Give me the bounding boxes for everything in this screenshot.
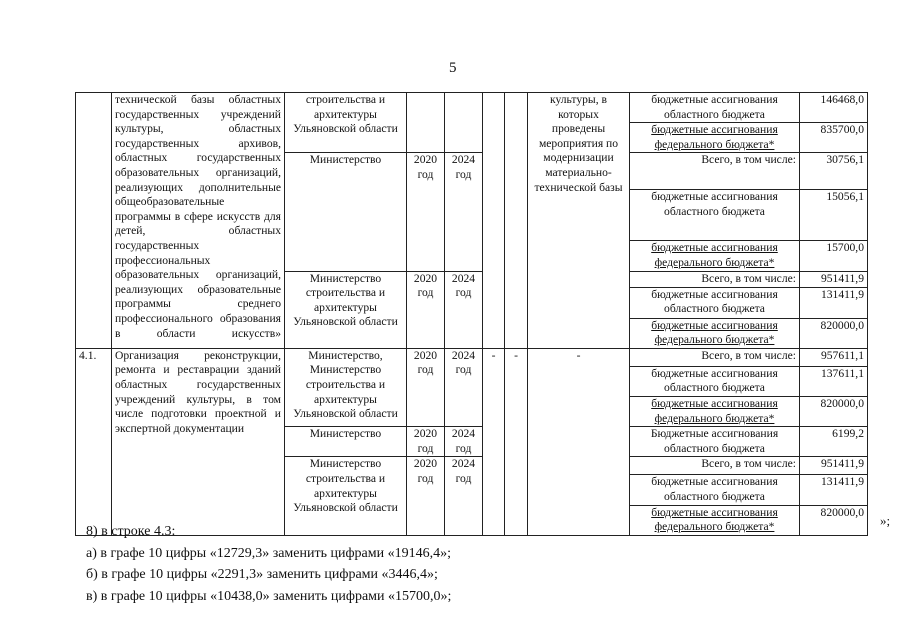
executor-cell: Министерство [285, 153, 407, 271]
start-year-cell: 2020 год [407, 271, 445, 348]
funding-source-cell: бюджетные ассигнования федерального бюджета* [630, 318, 800, 348]
executor-cell: Министерство [285, 427, 407, 457]
funding-source-cell: бюджетные ассигнования федерального бюджета* [630, 241, 800, 271]
funding-source-cell: Бюджетные ассигнования областного бюджета [630, 427, 800, 457]
funding-amount-cell: 957611,1 [800, 348, 868, 366]
funding-amount-cell: 6199,2 [800, 427, 868, 457]
funding-amount-cell: 15700,0 [800, 241, 868, 271]
indicator-cell [483, 93, 505, 349]
funding-amount-cell: 146468,0 [800, 93, 868, 123]
executor-cell: Министерство строительства и архитектуры Ульяновской области [285, 457, 407, 535]
funding-source-cell: бюджетные ассигнования областного бюджета [630, 475, 800, 505]
amendment-item: б) в графе 10 цифры «2291,3» заменить цифрами «3446,4»; [86, 567, 438, 582]
funding-amount-cell: 131411,9 [800, 475, 868, 505]
amendments-block [86, 521, 451, 607]
funding-source-cell: бюджетные ассигнования областного бюджета [630, 190, 800, 241]
result-cell: культуры, в которых проведены мероприятия по модернизации материально-технической базы [528, 93, 630, 349]
start-year-cell [407, 93, 445, 153]
end-year-cell: 2024 год [445, 457, 483, 535]
funding-amount-cell: 131411,9 [800, 287, 868, 318]
measure-name-cell: Организация реконструкции, ремонта и реставрации зданий областных государственных учреждений культуры, в том числе подготовки проектной и экспертной документации [112, 348, 285, 535]
row-number-cell [76, 93, 112, 349]
table-row [76, 93, 868, 123]
end-year-cell: 2024 год [445, 271, 483, 348]
amendment-item: а) в графе 10 цифры «12729,3» заменить цифрами «19146,4»; [86, 545, 452, 561]
end-year-cell: 2024 год [445, 348, 483, 426]
executor-cell: Министерство строительства и архитектуры Ульяновской области [285, 271, 407, 348]
funding-source-cell: Всего, в том числе: [630, 457, 800, 475]
funding-amount-cell: 820000,0 [800, 396, 868, 426]
amendment-heading: 8) в строке 4.3: [86, 524, 176, 539]
funding-amount-cell: 820000,0 [800, 505, 868, 535]
measure-name-cell: технической базы областных государственных учреждений культуры, областных государственных архивов, областных государственных образовательных организаций, реализующих дополнительные общеобразовательные программы в сфере искусств для детей, областных государственных профессиональных образовательных организаций, реализующих образовательные программы среднего профессионального образования в области искусств» [112, 93, 285, 349]
indicator-cell: - [483, 348, 505, 535]
end-year-cell: 2024 год [445, 427, 483, 457]
funding-amount-cell: 137611,1 [800, 366, 868, 396]
funding-source-cell: бюджетные ассигнования федерального бюджета* [630, 396, 800, 426]
funding-amount-cell: 15056,1 [800, 190, 868, 241]
start-year-cell: 2020 год [407, 457, 445, 535]
indicator-value-cell [505, 93, 528, 349]
funding-source-cell: бюджетные ассигнования областного бюджета [630, 287, 800, 318]
row-number-cell: 4.1. [76, 348, 112, 535]
indicator-value-cell: - [505, 348, 528, 535]
funding-source-cell: бюджетные ассигнования федерального бюджета* [630, 505, 800, 535]
funding-amount-cell: 835700,0 [800, 123, 868, 153]
funding-source-cell: бюджетные ассигнования областного бюджета [630, 93, 800, 123]
funding-amount-cell: 951411,9 [800, 271, 868, 287]
funding-amount-cell: 30756,1 [800, 153, 868, 190]
page-number: 5 [449, 60, 457, 76]
funding-source-cell: Всего, в том числе: [630, 348, 800, 366]
end-year-cell [445, 93, 483, 153]
executor-cell: строительства и архитектуры Ульяновской области [285, 93, 407, 153]
start-year-cell: 2020 год [407, 348, 445, 426]
end-year-cell: 2024 год [445, 153, 483, 271]
program-table [75, 92, 868, 536]
start-year-cell: 2020 год [407, 153, 445, 271]
start-year-cell: 2020 год [407, 427, 445, 457]
funding-source-cell: бюджетные ассигнования федерального бюджета* [630, 123, 800, 153]
funding-source-cell: Всего, в том числе: [630, 271, 800, 287]
amendment-item: в) в графе 10 цифры «10438,0» заменить цифрами «15700,0»; [86, 588, 452, 604]
table-closing-quote: »; [880, 513, 891, 528]
funding-source-cell: бюджетные ассигнования областного бюджета [630, 366, 800, 396]
funding-amount-cell: 951411,9 [800, 457, 868, 475]
result-cell: - [528, 348, 630, 535]
table-row [76, 348, 868, 366]
funding-source-cell: Всего, в том числе: [630, 153, 800, 190]
executor-cell: Министерство, Министерство строительства и архитектуры Ульяновской области [285, 348, 407, 426]
funding-amount-cell: 820000,0 [800, 318, 868, 348]
